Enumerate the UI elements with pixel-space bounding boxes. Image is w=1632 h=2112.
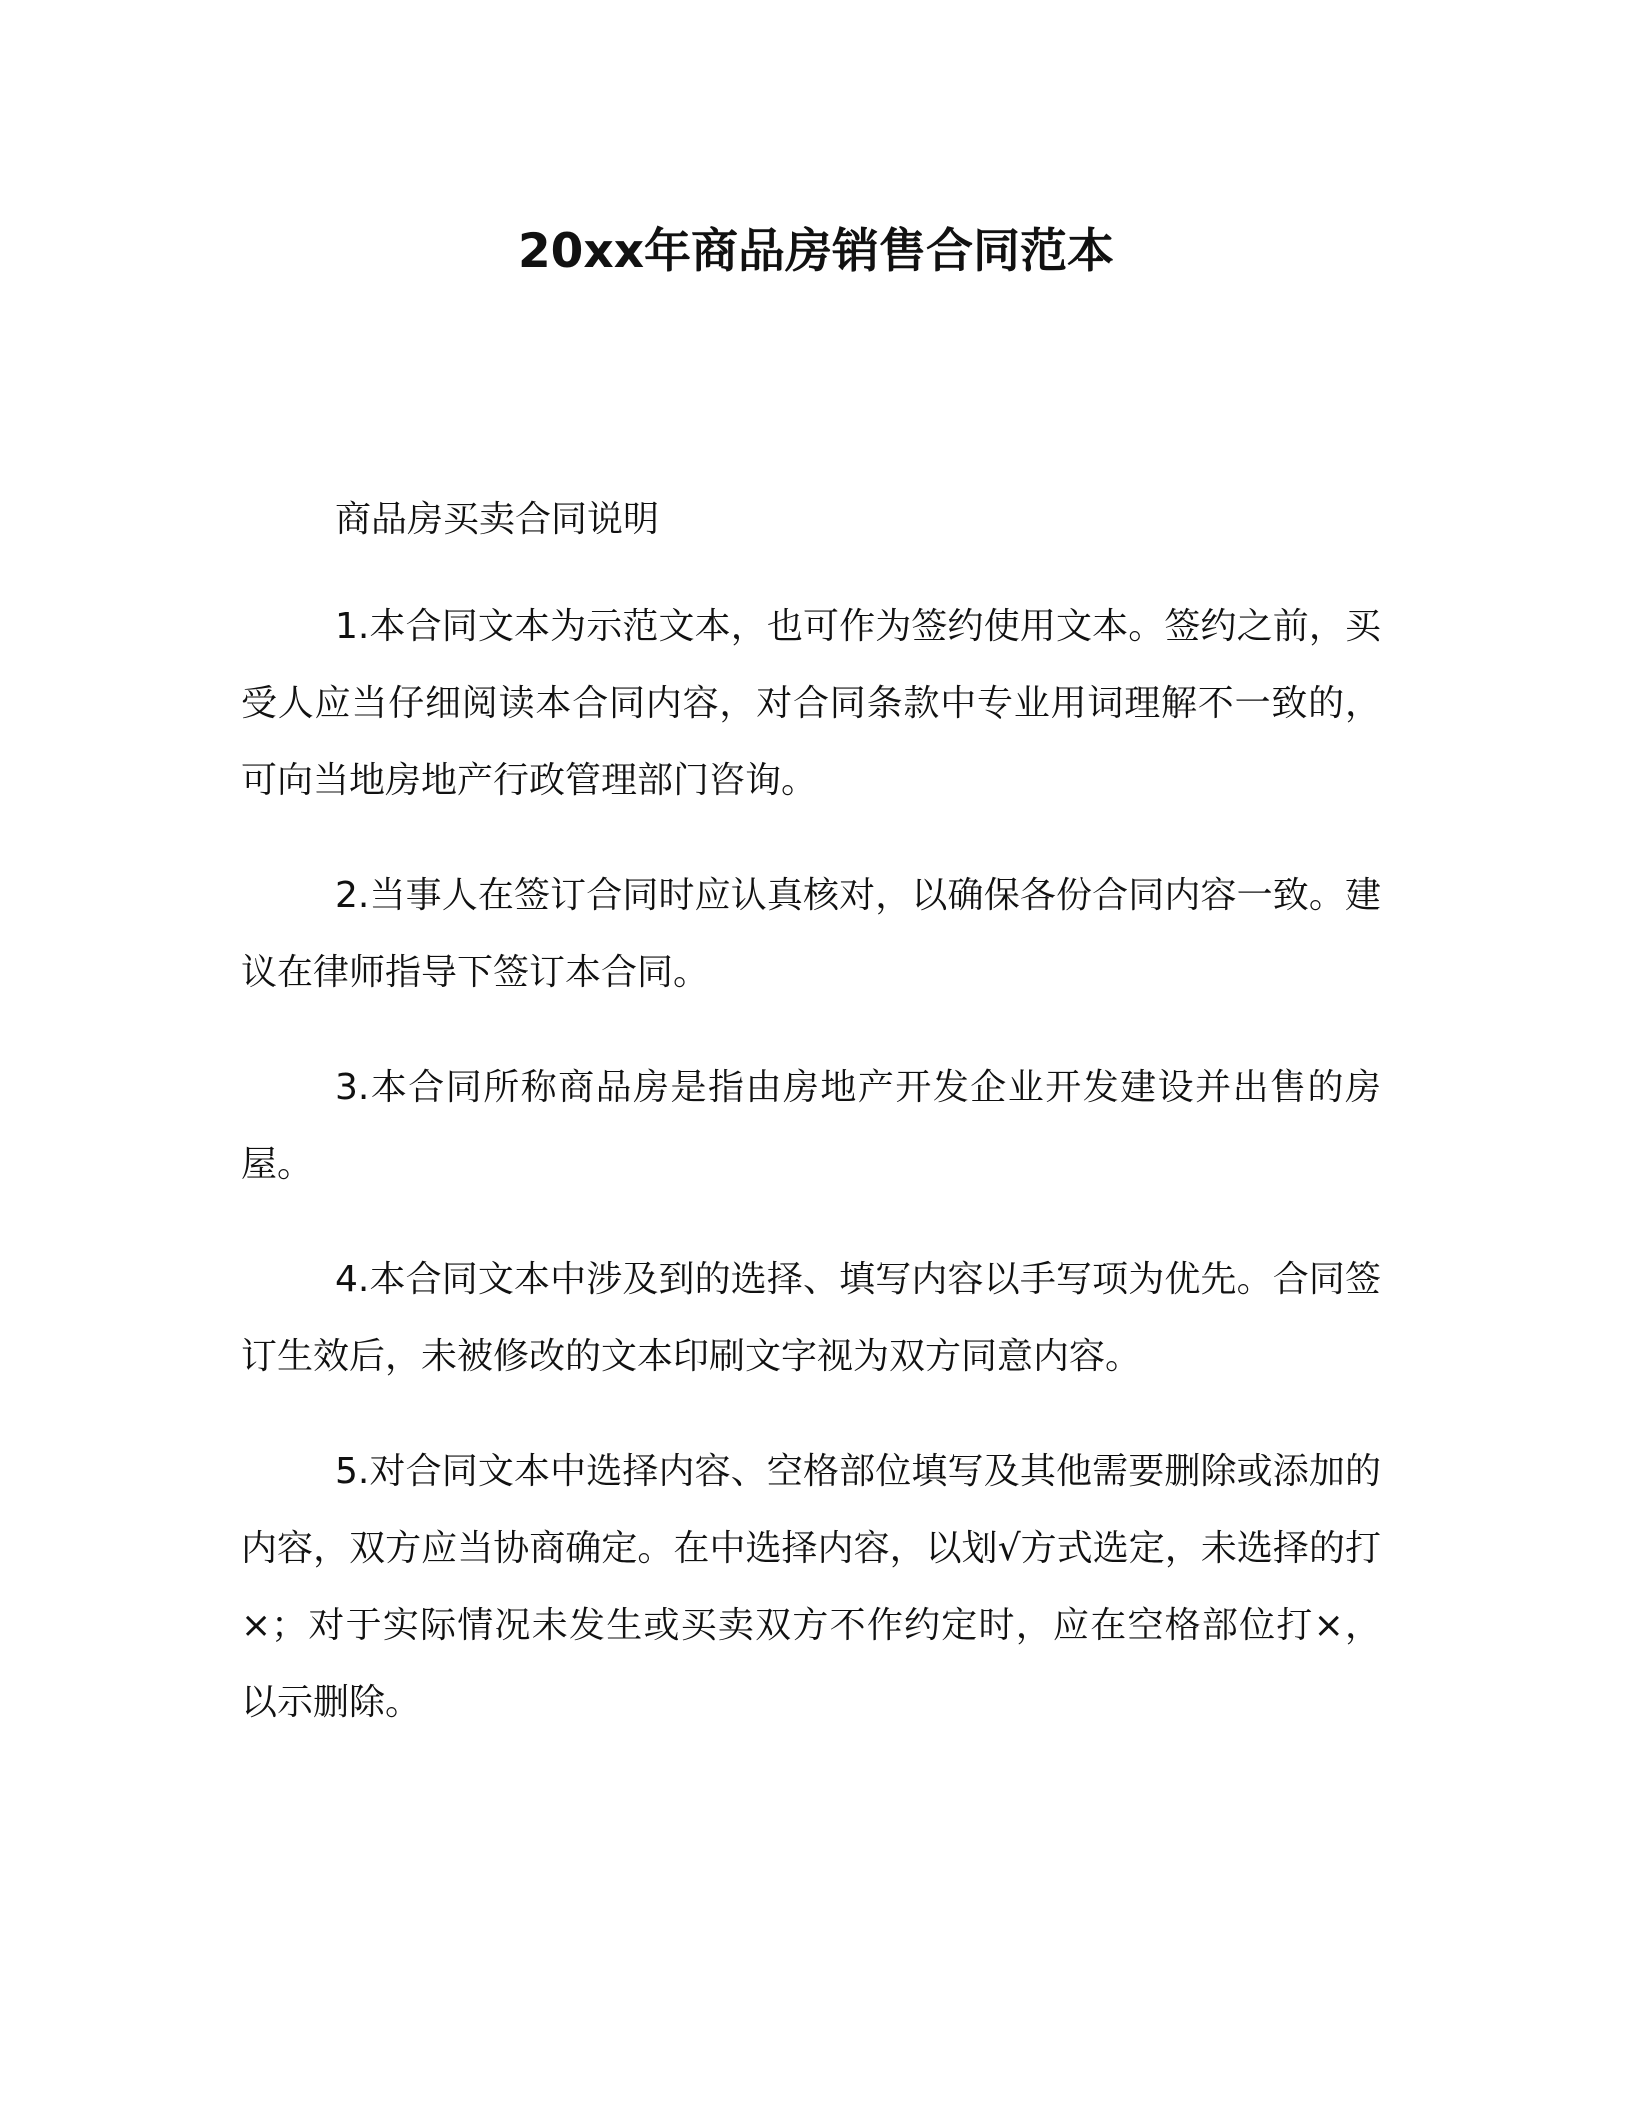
paragraph-1: 1.本合同文本为示范文本，也可作为签约使用文本。签约之前，买受人应当仔细阅读本合同内容，对合同条款中专业用词理解不一致的，可向当地房地产行政管理部门咨询。 [241,606,1381,801]
paragraph-3: 3.本合同所称商品房是指由房地产开发企业开发建设并出售的房屋。 [241,1067,1381,1185]
paragraph-2: 2.当事人在签订合同时应认真核对，以确保各份合同内容一致。建议在律师指导下签订本合同。 [241,875,1381,993]
document-body [241,496,1381,1779]
document-title: 20xx年商品房销售合同范本 [517,224,1115,279]
section-heading: 商品房买卖合同说明 [335,499,660,540]
paragraph-5: 5.对合同文本中选择内容、空格部位填写及其他需要删除或添加的内容，双方应当协商确定。在中选择内容，以划√方式选定，未选择的打×；对于实际情况未发生或买卖双方不作约定时，应在空格部位打×，以示删除。 [241,1451,1381,1723]
paragraph-4: 4.本合同文本中涉及到的选择、填写内容以手写项为优先。合同签订生效后，未被修改的文本印刷文字视为双方同意内容。 [241,1259,1381,1377]
